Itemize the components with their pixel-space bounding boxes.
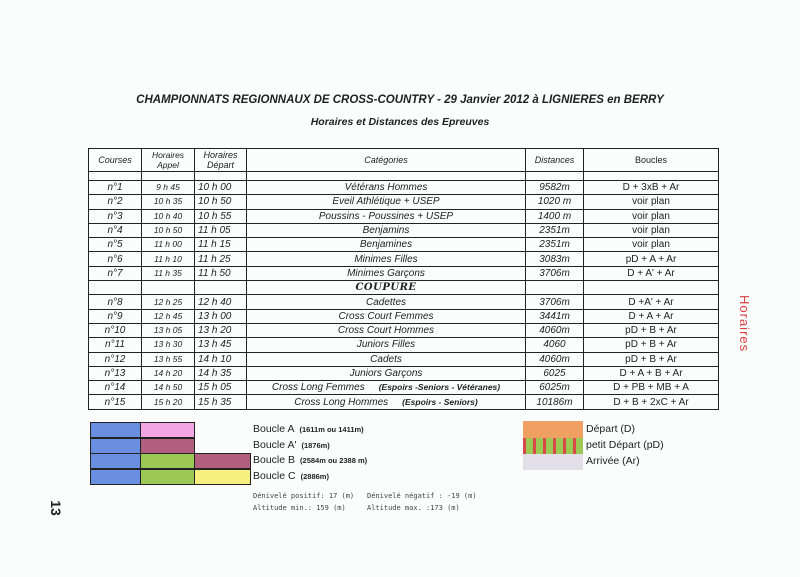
- stat-loss: Dénivelé négatif : -19 (m): [367, 492, 477, 500]
- header-depart: Horaires Départ: [195, 149, 247, 172]
- table-row: [89, 195, 719, 209]
- depart-time-text: 14 h 10: [198, 353, 232, 365]
- appel-time: [142, 352, 195, 366]
- category-text: Cadettes: [365, 296, 407, 308]
- category: [247, 181, 526, 195]
- loop-length: (1876m): [301, 440, 330, 450]
- category-text: Cadets: [370, 353, 402, 365]
- legend-loop: [253, 439, 330, 451]
- stat-alt-min: Altitude min.: 159 (m): [253, 504, 346, 512]
- course-number-text: n°13: [104, 368, 126, 379]
- depart-time-text: 14 h 35: [198, 368, 232, 379]
- blank-cell: [142, 281, 195, 295]
- depart-time: [195, 395, 247, 409]
- loops-text: D + B + 2xC + Ar: [613, 396, 689, 408]
- header-distances: Distances: [526, 149, 584, 172]
- category-text: Juniors Garçons: [349, 368, 423, 379]
- legend-loop: [253, 454, 367, 466]
- appel-time: [142, 395, 195, 409]
- table-row: [89, 323, 719, 337]
- depart-swatch: [523, 421, 583, 438]
- appel-time-text: 10 h 40: [153, 210, 183, 221]
- course-number: [89, 223, 142, 237]
- loops: [584, 352, 719, 366]
- distance-text: 2351m: [539, 239, 570, 251]
- appel-time-text: 10 h 50: [153, 225, 183, 236]
- distance: [526, 366, 584, 380]
- appel-time: [142, 195, 195, 209]
- table-row: [89, 223, 719, 237]
- course-number: [89, 309, 142, 323]
- petit-depart-swatch: [523, 438, 583, 454]
- course-number-text: n°11: [105, 339, 125, 351]
- course-number-text: n°8: [107, 296, 123, 308]
- category-note: (Espoirs - Seniors): [402, 396, 478, 407]
- category-text: Vétérans Hommes: [344, 182, 428, 194]
- blank-row: [89, 172, 719, 181]
- document-title: CHAMPIONNATS REGIONNAUX DE CROSS-COUNTRY - 29 Janvier 2012 à LIGNIERES en BERRY: [136, 94, 664, 106]
- category: [247, 381, 526, 395]
- appel-time-text: 14 h 50: [153, 382, 183, 393]
- distance: [526, 352, 584, 366]
- category-text: Cross Long Hommes: [294, 396, 389, 408]
- course-number-text: n°6: [107, 253, 123, 265]
- depart-time-text: 15 h 05: [198, 382, 232, 394]
- course-number: [89, 195, 142, 209]
- distance-text: 4060: [543, 339, 566, 351]
- loops: [584, 395, 719, 409]
- table-row: [89, 295, 719, 309]
- depart-time: [195, 266, 247, 280]
- loops-text: pD + B + Ar: [625, 339, 677, 351]
- distance-text: 3083m: [539, 253, 570, 265]
- loops: [584, 295, 719, 309]
- depart-time-text: 15 h 35: [198, 396, 232, 408]
- loops-text: voir plan: [632, 196, 670, 208]
- loops: [584, 309, 719, 323]
- course-number-text: n°15: [104, 396, 126, 408]
- distance: [526, 309, 584, 323]
- depart-time: [195, 223, 247, 237]
- appel-time: [142, 295, 195, 309]
- distance: [526, 395, 584, 409]
- table-row: [89, 266, 719, 280]
- category-note: (Espoirs -Seniors - Vétéranes): [378, 382, 501, 393]
- depart-time: [195, 338, 247, 352]
- arrivee-swatch: [523, 454, 583, 470]
- distance: [526, 195, 584, 209]
- appel-time: [142, 252, 195, 266]
- category-text: Minimes Garçons: [347, 267, 425, 279]
- course-number-text: n°12: [104, 353, 126, 365]
- category-text: Juniors Filles: [356, 339, 416, 351]
- depart-time-text: 11 h 05: [198, 225, 231, 237]
- course-number-text: n°3: [107, 210, 123, 222]
- depart-time-text: 10 h 55: [198, 210, 232, 222]
- distance: [526, 295, 584, 309]
- depart-time: [195, 209, 247, 223]
- loop-label: Boucle B: [253, 454, 296, 466]
- appel-time: [142, 209, 195, 223]
- appel-time-text: 11 h 00: [154, 239, 182, 250]
- loops-text: D + PB + MB + A: [613, 382, 689, 394]
- loops-text: voir plan: [632, 225, 670, 237]
- distance-text: 6025: [543, 368, 566, 379]
- category-text: Eveil Athlétique + USEP: [332, 196, 440, 208]
- category-text: Minimes Filles: [354, 253, 418, 265]
- depart-time: [195, 181, 247, 195]
- course-number: [89, 209, 142, 223]
- loops-text: D + A + Ar: [628, 310, 674, 322]
- header-boucles: Boucles: [584, 149, 719, 172]
- depart-time-text: 13 h 20: [198, 325, 232, 337]
- course-number: [89, 366, 142, 380]
- header-appel: Horaires Appel: [142, 149, 195, 172]
- stat-gain: Dénivelé positif: 17 (m): [253, 492, 355, 500]
- break-label: COUPURE: [247, 281, 526, 295]
- table-row: [89, 309, 719, 323]
- loop-label: Boucle C: [253, 469, 296, 482]
- table-row: [89, 238, 719, 252]
- loops-text: D + A' + Ar: [627, 267, 675, 279]
- distance-text: 2351m: [539, 225, 570, 237]
- depart-time: [195, 366, 247, 380]
- appel-time-text: 14 h 20: [153, 368, 183, 378]
- appel-time-text: 10 h 35: [153, 196, 183, 207]
- appel-time: [142, 381, 195, 395]
- table-row: [89, 209, 719, 223]
- loop-length: (2584m ou 2388 m): [300, 456, 368, 465]
- distance-text: 9582m: [539, 182, 570, 194]
- loops-text: D + A + B + Ar: [619, 368, 683, 379]
- page-number: 13: [47, 500, 64, 516]
- course-number: [89, 338, 142, 352]
- course-number-text: n°1: [107, 182, 123, 194]
- loops-text: D +A' + Ar: [628, 296, 674, 308]
- legend-depart: Départ (D): [586, 423, 636, 435]
- category: [247, 209, 526, 223]
- stat-alt-max: Altitude max. :173 (m): [367, 504, 460, 512]
- category: [247, 338, 526, 352]
- loops: [584, 238, 719, 252]
- distance-text: 10186m: [536, 396, 573, 408]
- loop-bar-segment: [90, 438, 141, 454]
- distance-text: 6025m: [539, 382, 570, 394]
- blank-cell: [89, 172, 142, 181]
- category-text: Cross Court Hommes: [337, 325, 435, 337]
- table-header: [89, 149, 719, 172]
- loops-text: voir plan: [632, 210, 670, 222]
- depart-time-text: 10 h 00: [198, 182, 232, 194]
- course-number: [89, 352, 142, 366]
- table-row: [89, 252, 719, 266]
- appel-time: [142, 181, 195, 195]
- category-text: Benjamines: [359, 239, 413, 251]
- distance-text: 3441m: [539, 310, 570, 322]
- loops-text: D + 3xB + Ar: [622, 182, 680, 194]
- category: [247, 223, 526, 237]
- loops: [584, 209, 719, 223]
- course-number: [89, 266, 142, 280]
- course-number: [89, 323, 142, 337]
- loops: [584, 323, 719, 337]
- category: [247, 238, 526, 252]
- depart-time: [195, 252, 247, 266]
- loops: [584, 338, 719, 352]
- loop-bar-segment: [194, 453, 251, 469]
- loop-bar-segment: [90, 453, 141, 469]
- category: [247, 309, 526, 323]
- course-number-text: n°2: [107, 196, 123, 208]
- table-row: [89, 338, 719, 352]
- legend-loop: [253, 470, 329, 482]
- loop-bar-segment: [194, 469, 251, 485]
- loops: [584, 366, 719, 380]
- course-number-text: n°5: [107, 239, 123, 251]
- header-categories: Catégories: [247, 149, 526, 172]
- loops-text: pD + B + Ar: [625, 353, 677, 365]
- depart-time-text: 10 h 50: [198, 196, 232, 208]
- distance-text: 4060m: [539, 325, 570, 337]
- course-number-text: n°4: [107, 225, 123, 237]
- distance-text: 3706m: [539, 296, 570, 308]
- loop-label: Boucle A': [253, 438, 297, 451]
- depart-time-text: 11 h 50: [198, 267, 231, 279]
- table-row: [89, 181, 719, 195]
- loops-text: pD + B + Ar: [625, 325, 677, 337]
- distance: [526, 238, 584, 252]
- category: [247, 352, 526, 366]
- loops: [584, 195, 719, 209]
- blank-cell: [195, 172, 247, 181]
- loop-bar-segment: [140, 422, 195, 438]
- schedule-table: [88, 148, 719, 410]
- depart-time-text: 13 h 00: [198, 310, 232, 322]
- appel-time: [142, 338, 195, 352]
- course-number: [89, 252, 142, 266]
- category-text: Poussins - Poussines + USEP: [318, 210, 454, 222]
- course-number-text: n°9: [107, 310, 123, 322]
- depart-time: [195, 238, 247, 252]
- blank-cell: [142, 172, 195, 181]
- category: [247, 323, 526, 337]
- category: [247, 395, 526, 409]
- loop-bar-segment: [140, 438, 195, 454]
- distance: [526, 323, 584, 337]
- blank-cell: [195, 281, 247, 295]
- depart-time-text: 11 h 25: [198, 253, 231, 265]
- distance: [526, 381, 584, 395]
- appel-time-text: 15 h 20: [153, 396, 183, 407]
- distance: [526, 266, 584, 280]
- loops: [584, 181, 719, 195]
- distance: [526, 181, 584, 195]
- course-number-text: n°7: [107, 267, 123, 279]
- loop-label: Boucle A: [253, 423, 295, 435]
- appel-time-text: 12 h 25: [153, 296, 183, 307]
- course-number: [89, 395, 142, 409]
- course-number-text: n°14: [104, 382, 126, 394]
- appel-time: [142, 309, 195, 323]
- course-number-text: n°10: [104, 325, 126, 337]
- header-courses: Courses: [89, 149, 142, 172]
- depart-time: [195, 352, 247, 366]
- blank-cell: [247, 172, 526, 181]
- depart-time-text: 12 h 40: [198, 296, 232, 308]
- loops: [584, 381, 719, 395]
- appel-time-text: 11 h 10: [154, 253, 182, 264]
- course-number: [89, 238, 142, 252]
- loops-text: pD + A + Ar: [625, 253, 677, 265]
- appel-time-text: 13 h 30: [153, 339, 183, 350]
- category-text: Cross Court Femmes: [338, 310, 434, 322]
- appel-time: [142, 366, 195, 380]
- loops-text: voir plan: [632, 239, 670, 251]
- table-row: [89, 366, 719, 380]
- loop-length: (1611m ou 1411m): [299, 425, 364, 434]
- appel-time: [142, 266, 195, 280]
- category-text: Benjamins: [362, 225, 410, 237]
- legend-loop: [253, 423, 364, 435]
- category: [247, 252, 526, 266]
- appel-time-text: 11 h 35: [154, 267, 182, 278]
- appel-time: [142, 238, 195, 252]
- course-number: [89, 295, 142, 309]
- distance-text: 4060m: [539, 353, 570, 365]
- table-row: [89, 381, 719, 395]
- distance: [526, 338, 584, 352]
- loop-bar-segment: [90, 469, 141, 485]
- category: [247, 266, 526, 280]
- loop-bar-segment: [140, 453, 195, 469]
- blank-cell: [584, 172, 719, 181]
- category: [247, 195, 526, 209]
- appel-time-text: 9 h 45: [156, 182, 180, 193]
- loops: [584, 223, 719, 237]
- loop-bar-segment: [140, 469, 195, 485]
- depart-time: [195, 309, 247, 323]
- appel-time: [142, 323, 195, 337]
- depart-time: [195, 323, 247, 337]
- appel-time: [142, 223, 195, 237]
- legend-arrivee: Arrivée (Ar): [586, 455, 640, 467]
- appel-time-text: 12 h 45: [153, 310, 183, 321]
- appel-time-text: 13 h 55: [153, 353, 183, 364]
- depart-time: [195, 295, 247, 309]
- distance: [526, 252, 584, 266]
- depart-time-text: 11 h 15: [198, 239, 231, 251]
- category: [247, 366, 526, 380]
- category-text: Cross Long Femmes: [271, 382, 365, 394]
- break-row: [89, 281, 719, 295]
- distance-text: 3706m: [539, 267, 570, 279]
- distance-text: 1400 m: [537, 210, 572, 222]
- depart-time: [195, 381, 247, 395]
- course-number: [89, 381, 142, 395]
- course-number: [89, 181, 142, 195]
- loop-length: (2886m): [300, 471, 329, 481]
- document-subtitle: Horaires et Distances des Epreuves: [310, 116, 490, 128]
- blank-cell: [526, 172, 584, 181]
- appel-time-text: 13 h 05: [153, 325, 183, 336]
- depart-time-text: 13 h 45: [198, 339, 232, 351]
- category: [247, 295, 526, 309]
- loops: [584, 252, 719, 266]
- blank-cell: [584, 281, 719, 295]
- distance-text: 1020 m: [537, 196, 572, 208]
- loops: [584, 266, 719, 280]
- legend-petit-depart: petit Départ (pD): [586, 439, 664, 451]
- blank-cell: [526, 281, 584, 295]
- distance: [526, 223, 584, 237]
- loop-bar-segment: [90, 422, 141, 438]
- depart-time: [195, 195, 247, 209]
- distance: [526, 209, 584, 223]
- blank-cell: [89, 281, 142, 295]
- side-label: Horaires: [737, 295, 752, 353]
- table-row: [89, 395, 719, 409]
- table-row: [89, 352, 719, 366]
